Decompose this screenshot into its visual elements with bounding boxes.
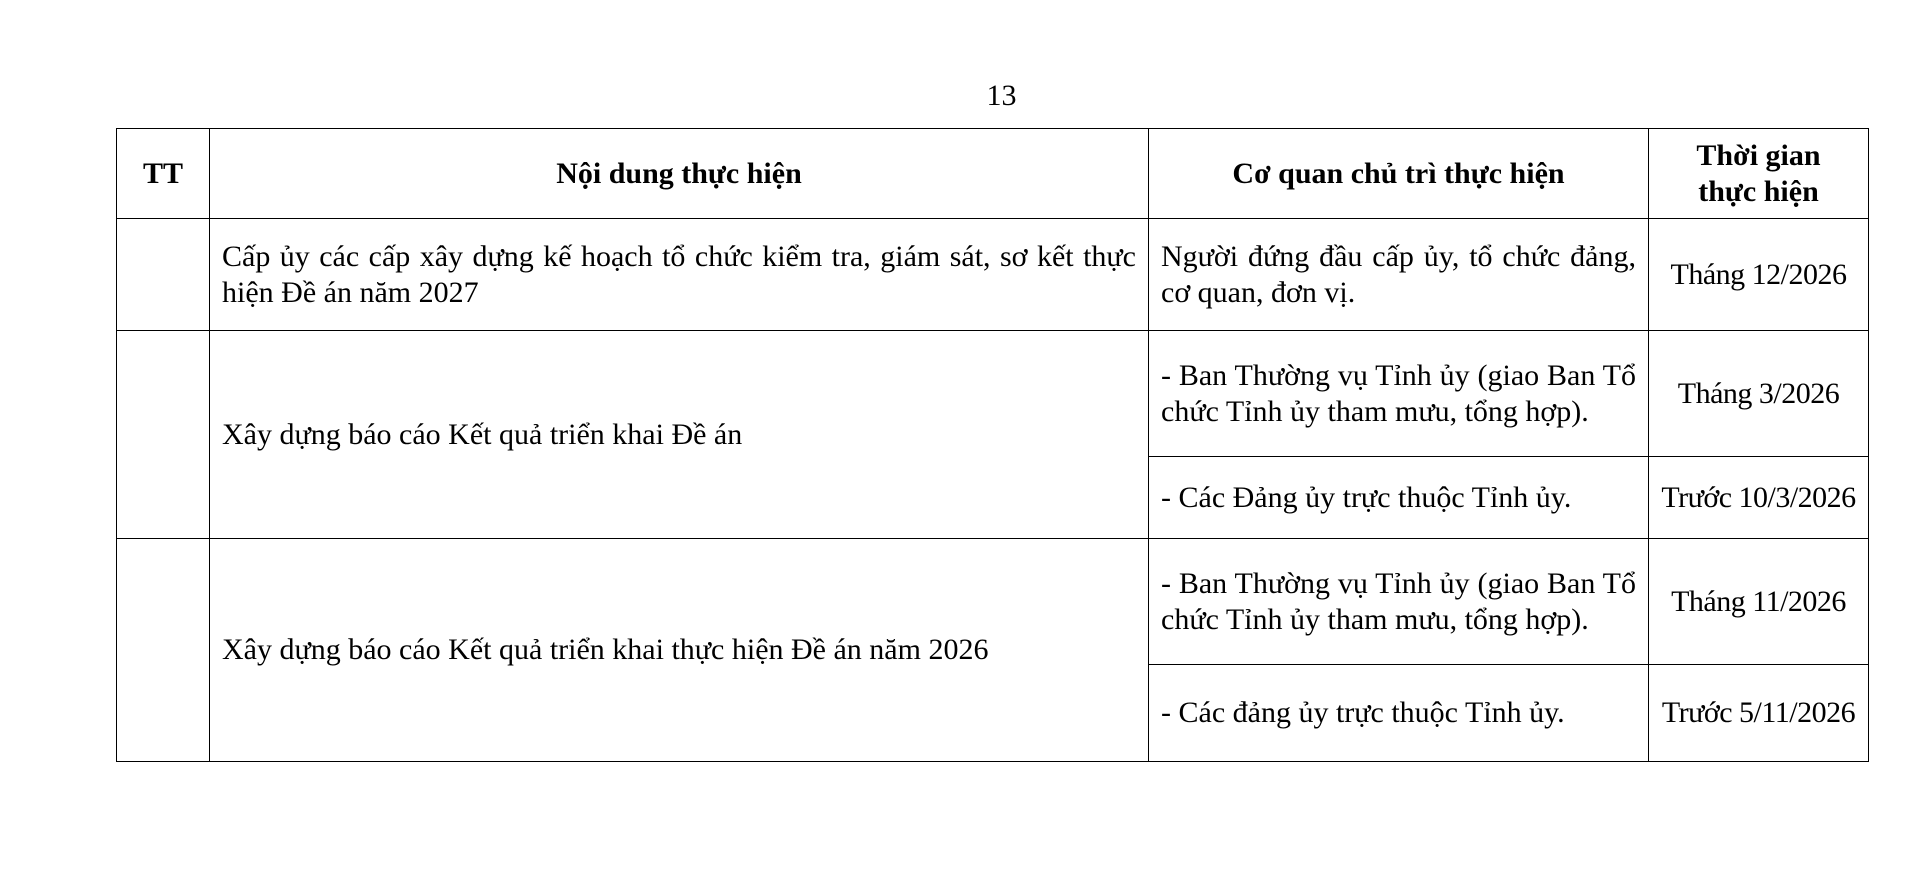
- row-2-time-2: Trước 10/3/2026: [1649, 457, 1869, 539]
- row-1-tt: [117, 219, 210, 331]
- page-number: 13: [986, 79, 1017, 112]
- row-2-time-1: Tháng 3/2026: [1649, 331, 1869, 457]
- row-2-organization-1: - Ban Thường vụ Tỉnh ủy (giao Ban Tổ chức Tỉnh ủy tham mưu, tổng hợp).: [1149, 331, 1649, 457]
- row-1-time: Tháng 12/2026: [1649, 219, 1869, 331]
- row-2-tt: [117, 331, 210, 539]
- header-tt: TT: [117, 129, 210, 219]
- row-3-time-1: Tháng 11/2026: [1649, 539, 1869, 665]
- row-3-organization-2: - Các đảng ủy trực thuộc Tỉnh ủy.: [1149, 665, 1649, 762]
- row-3-content: Xây dựng báo cáo Kết quả triển khai thực hiện Đề án năm 2026: [210, 539, 1149, 762]
- header-time-line-2: thực hiện: [1698, 174, 1819, 208]
- header-time-line-1: Thời gian: [1696, 138, 1821, 172]
- row-1-content: Cấp ủy các cấp xây dựng kế hoạch tổ chức kiểm tra, giám sát, sơ kết thực hiện Đề án năm 2027: [210, 219, 1149, 331]
- row-1-organization: Người đứng đầu cấp ủy, tổ chức đảng, cơ quan, đơn vị.: [1149, 219, 1649, 331]
- table-row: [117, 539, 1869, 665]
- row-3-time-2: Trước 5/11/2026: [1649, 665, 1869, 762]
- implementation-plan-table: [116, 128, 1869, 762]
- row-2-organization-2: - Các Đảng ủy trực thuộc Tỉnh ủy.: [1149, 457, 1649, 539]
- header-organization: Cơ quan chủ trì thực hiện: [1149, 129, 1649, 219]
- row-3-tt: [117, 539, 210, 762]
- table-row: [117, 331, 1869, 457]
- header-content: Nội dung thực hiện: [210, 129, 1149, 219]
- row-3-organization-1: - Ban Thường vụ Tỉnh ủy (giao Ban Tổ chức Tỉnh ủy tham mưu, tổng hợp).: [1149, 539, 1649, 665]
- table-row: [117, 219, 1869, 331]
- table-header-row: [117, 129, 1869, 219]
- header-time: [1649, 129, 1869, 219]
- row-2-content: Xây dựng báo cáo Kết quả triển khai Đề án: [210, 331, 1149, 539]
